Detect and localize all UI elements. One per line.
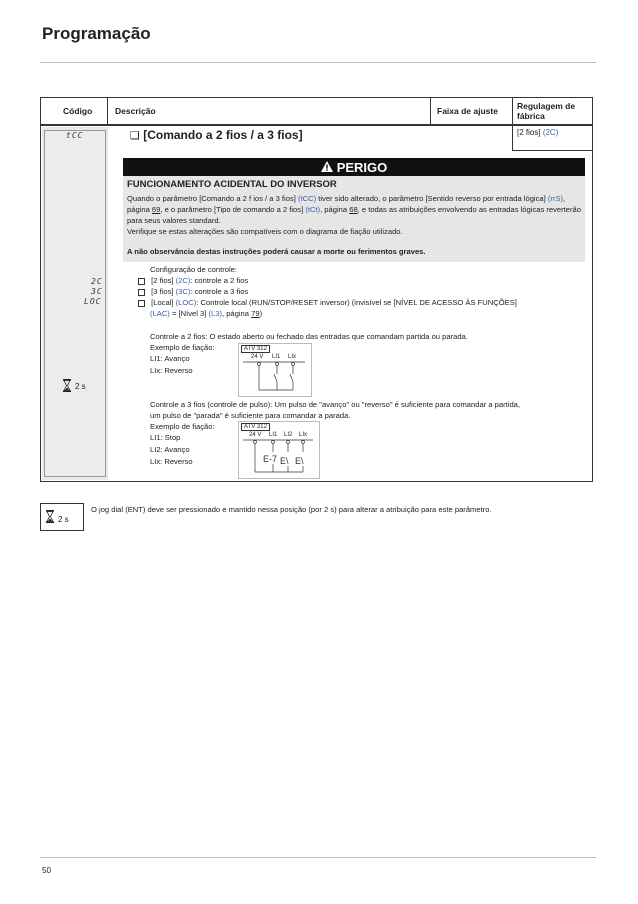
checkbox-icon xyxy=(138,300,145,307)
two-wire-li1: LI1: Avanço xyxy=(150,354,190,363)
diag-label-lix: LIx xyxy=(299,432,308,438)
hourglass-icon xyxy=(63,379,71,394)
factory-setting xyxy=(512,125,593,151)
three-wire-lix: LIx: Reverso xyxy=(150,457,193,466)
two-wire-lix: LIx: Reverso xyxy=(150,366,193,375)
danger-heading: FUNCIONAMENTO ACIDENTAL DO INVERSOR xyxy=(127,179,337,190)
diag-label-li1: LI1 xyxy=(272,354,281,360)
footnote-text: O jog dial (ENT) deve ser pressionado e mantido nessa posição (por 2 s) para alterar a atribuição para este parâmetro. xyxy=(91,505,492,514)
header-range: Faixa de ajuste xyxy=(437,106,498,116)
checkbox-icon xyxy=(138,278,145,285)
svg-text:E-7: E-7 xyxy=(263,454,278,464)
code-2c: 2C xyxy=(91,277,103,286)
danger-label: PERIGO xyxy=(336,159,388,175)
two-wire-example: Exemplo de fiação: xyxy=(150,343,215,352)
danger-warning: A não observância destas instruções poderá causar a morte ou ferimentos graves. xyxy=(127,247,426,256)
checkbox-icon xyxy=(138,289,145,296)
code-3c: 3C xyxy=(91,287,103,296)
warning-triangle-icon xyxy=(321,160,333,175)
three-wire-li1: LI1: Stop xyxy=(150,433,181,442)
parameter-title-text: [Comando a 2 fios / a 3 fios] xyxy=(143,128,303,142)
footnote-hold-box xyxy=(40,503,84,531)
three-wire-desc-1: Controle a 3 fios (controle de pulso): Um pulso de "avanço" ou "reverso" é suficiente para comandar a partida, xyxy=(150,400,520,409)
factory-value: [2 fios] xyxy=(517,128,541,137)
diag-label-24v: 24 V xyxy=(251,354,264,360)
footnote-hold-time: 2 s xyxy=(58,514,69,524)
three-wire-example: Exemplo de fiação: xyxy=(150,422,215,431)
factory-code: (2C) xyxy=(542,128,559,137)
config-option-loc-cont: (LAC) = [Nível 3] (L3), página 79) xyxy=(150,309,263,318)
page-link-69[interactable]: 69 xyxy=(151,205,161,214)
diag-label-lix: LIx xyxy=(288,354,297,360)
hold-time-indicator xyxy=(63,379,86,394)
hold-time-text: 2 s xyxy=(75,382,86,391)
diag-label-li1: LI1 xyxy=(269,432,278,438)
danger-paragraph-1: Quando o parâmetro [Comando a 2 f ios / a 3 fios] (tCC) tiver sido alterado, o parâmetro [Sentido reverso por entrada lógica] (rrS), página 69, e o parâmetro [Tipo de comando a 2 fios] (tCt), página 68, e todas as atribuições envolvendo as entradas lógicas reverterão para seus valores standard. xyxy=(127,194,581,225)
three-wire-diagram xyxy=(238,421,320,479)
code-loc: LOC xyxy=(84,297,102,306)
diag-label-24v: 24 V xyxy=(249,432,262,438)
header-factory: Regulagem de fábrica xyxy=(517,101,576,121)
config-option-3c: [3 fios] (3C): controle a 3 fios xyxy=(138,286,588,297)
hourglass-icon xyxy=(46,510,54,528)
two-wire-diagram xyxy=(238,343,312,397)
checkbox-square-icon: ❏ xyxy=(130,130,140,142)
diagram-title: ATV 312 xyxy=(241,345,270,353)
config-heading: Configuração de controle: xyxy=(150,265,237,274)
svg-text:E\: E\ xyxy=(280,456,289,466)
danger-banner xyxy=(123,158,585,176)
three-wire-schematic xyxy=(239,422,319,478)
danger-paragraph-2: Verifique se estas alterações são compatíveis com o diagrama de fiação utilizado. xyxy=(127,227,403,236)
diag-label-li2: LI2 xyxy=(284,432,293,438)
svg-text:E\: E\ xyxy=(295,456,304,466)
two-wire-desc: Controle a 2 fios: O estado aberto ou fechado das entradas que comandam partida ou parada. xyxy=(150,332,468,341)
two-wire-schematic xyxy=(239,344,311,396)
header-code: Código xyxy=(63,106,93,116)
page-link-68[interactable]: 68 xyxy=(349,205,358,214)
header-description: Descrição xyxy=(115,106,156,116)
footer-divider xyxy=(40,857,596,858)
config-option-2c: [2 fios] (2C): controle a 2 fios xyxy=(138,275,588,286)
three-wire-li2: LI2: Avanço xyxy=(150,445,190,454)
diagram-title: ATV 312 xyxy=(241,423,270,431)
three-wire-desc-2: um pulso de "parada" é suficiente para comandar a parada. xyxy=(150,411,351,420)
page-title: Programação xyxy=(42,24,151,43)
config-option-loc: [Local] (LOC): Controle local (RUN/STOP/RESET inversor) (invisível se [NÍVEL DE ACESSO ÀS FUNÇÕES] xyxy=(138,297,588,308)
table-header xyxy=(40,97,593,125)
param-code: tCC xyxy=(66,131,84,140)
parameter-title xyxy=(130,128,303,142)
title-divider xyxy=(40,62,596,63)
page-number: 50 xyxy=(42,866,51,875)
page-link-79[interactable]: 79 xyxy=(251,309,260,318)
